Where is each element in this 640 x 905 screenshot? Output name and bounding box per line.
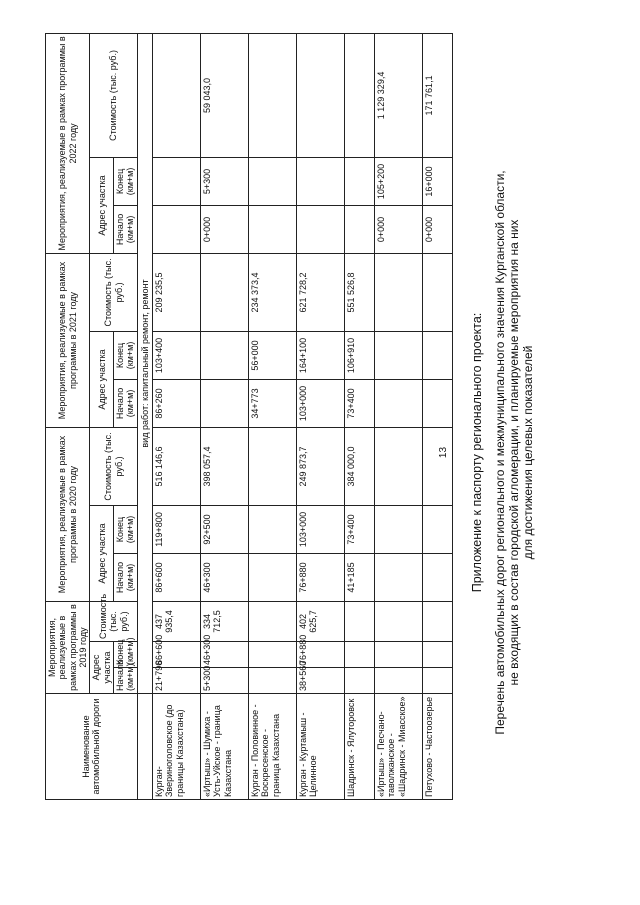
table-row (297, 33, 345, 799)
cell: 0+000 (423, 205, 453, 253)
cell: 105+200 (375, 157, 423, 205)
cell (423, 642, 453, 668)
cell: 0+000 (201, 205, 249, 253)
cell: 76+880 (297, 553, 345, 601)
end-header: Конец (км+м) (114, 505, 138, 553)
cell (249, 205, 297, 253)
cell: 1 129 329,4 (375, 33, 423, 157)
cost-header: Стоимость (тыс. руб.) (90, 33, 137, 157)
cell (249, 668, 297, 694)
cost-header: Стоимость (тыс. руб.) (90, 253, 137, 331)
cell (345, 33, 375, 157)
cell (153, 33, 201, 157)
cell: 16+000 (423, 157, 453, 205)
road-name: «Иртыш» - Шумиха - Усть-Уйское - граница Казахстана (201, 694, 249, 800)
address-header: Адрес участка (90, 157, 114, 253)
cell (249, 427, 297, 505)
cell (153, 205, 201, 253)
cell: 209 235,5 (153, 253, 201, 331)
cell (201, 379, 249, 427)
table-row (201, 33, 249, 799)
cell (249, 553, 297, 601)
cell: 106+910 (345, 331, 375, 379)
cell (201, 253, 249, 331)
cell: 103+000 (297, 505, 345, 553)
subtitle-line-2: не входящих в состав городской агломерации, и планируемые мероприятия на них (507, 219, 521, 686)
cell: 86+600 (153, 553, 201, 601)
cell: 551 526,8 (345, 253, 375, 331)
year-2021-header: Мероприятия, реализуемые в рамках программы в 2021 году (46, 253, 90, 427)
road-name: Курган - Куртамыш - Целинное (297, 694, 345, 800)
cell (153, 157, 201, 205)
cell: 86+260 (153, 379, 201, 427)
page-title: Приложение к паспорту регионального проекта: (470, 312, 484, 593)
cell: 59 043,0 (201, 33, 249, 157)
cell (249, 642, 297, 668)
cell: 5+300 (201, 668, 249, 694)
cell: 56+000 (249, 331, 297, 379)
cell (249, 601, 297, 641)
cell: 171 761,1 (423, 33, 453, 157)
cell: 73+400 (345, 379, 375, 427)
cell: 384 000,0 (345, 427, 375, 505)
cell (297, 157, 345, 205)
empty-cell (137, 694, 152, 800)
cell (345, 601, 375, 641)
cell (249, 33, 297, 157)
cell (375, 505, 423, 553)
cell (423, 553, 453, 601)
table-row (249, 33, 297, 799)
table-row (375, 33, 423, 799)
cell (249, 157, 297, 205)
address-header: Адрес участка (90, 331, 114, 427)
cell (375, 601, 423, 641)
work-type-label: вид работ: капитальный ремонт, ремонт (137, 33, 152, 693)
cell (423, 427, 453, 505)
cell: 516 146,6 (153, 427, 201, 505)
road-name: Курган - Половинное - Воскресенское - граница Казахстана (249, 694, 297, 800)
cell: 437 935,4 (153, 601, 201, 641)
cell (375, 642, 423, 668)
road-name: Курган-Звериноголовское (до границы Казахстана) (153, 694, 201, 800)
cell: 402 625,7 (297, 601, 345, 641)
cell: 119+800 (153, 505, 201, 553)
cell (423, 505, 453, 553)
cell (375, 331, 423, 379)
cell: 38+560 (297, 668, 345, 694)
road-name-header: Наименование автомобильной дороги (46, 694, 138, 800)
cell (249, 505, 297, 553)
year-2020-header: Мероприятия, реализуемые в рамках программы в 2020 году (46, 427, 90, 601)
cell (375, 253, 423, 331)
road-name: «Иртыш» - Песчано-таволжанское - «Шадринск - Миасское» (375, 694, 423, 800)
cost-header: Стоимость (тыс. руб.) (90, 427, 137, 505)
end-header: Конец (км+м) (114, 642, 138, 668)
cell: 621 728,2 (297, 253, 345, 331)
cell (375, 668, 423, 694)
cost-header: Стоимость (тыс. руб.) (90, 601, 137, 641)
page-number: 13 (438, 446, 449, 459)
start-header: Начало (км+м) (114, 668, 138, 694)
roads-table (45, 33, 453, 800)
end-header: Конец (км+м) (114, 331, 138, 379)
cell (423, 379, 453, 427)
cell: 164+100 (297, 331, 345, 379)
cell: 34+773 (249, 379, 297, 427)
cell (345, 205, 375, 253)
cell (423, 601, 453, 641)
start-header: Начало (км+м) (114, 379, 138, 427)
road-name: Шадринск - Ялуторовск (345, 694, 375, 800)
cell (423, 253, 453, 331)
cell (345, 642, 375, 668)
subtitle-line-3: для достижения целевых показателей (521, 345, 535, 560)
cell: 86+600 (153, 642, 201, 668)
cell (423, 331, 453, 379)
year-2022-header: Мероприятия, реализуемые в рамках программы в 2022 году (46, 33, 90, 253)
cell (345, 157, 375, 205)
cell: 73+400 (345, 505, 375, 553)
cell: 334 712,5 (201, 601, 249, 641)
cell (375, 427, 423, 505)
table-row (345, 33, 375, 799)
table-row (153, 33, 201, 799)
cell: 46+300 (201, 553, 249, 601)
cell: 92+500 (201, 505, 249, 553)
cell: 103+000 (297, 379, 345, 427)
cell (297, 33, 345, 157)
cell (297, 205, 345, 253)
start-header: Начало (км+м) (114, 553, 138, 601)
cell: 21+796 (153, 668, 201, 694)
cell: 46+300 (201, 642, 249, 668)
year-2019-header: Мероприятия, реализуемые в рамках программы в 2019 году (46, 601, 90, 693)
cell (375, 379, 423, 427)
cell (423, 668, 453, 694)
cell: 398 057,4 (201, 427, 249, 505)
cell (345, 668, 375, 694)
cell: 249 873,7 (297, 427, 345, 505)
road-name: Петухово - Частоозерье (423, 694, 453, 800)
cell (201, 331, 249, 379)
end-header: Конец (км+м) (114, 157, 138, 205)
table-row (423, 33, 453, 799)
start-header: Начало (км+м) (114, 205, 138, 253)
cell: 103+400 (153, 331, 201, 379)
cell: 5+300 (201, 157, 249, 205)
cell: 0+000 (375, 205, 423, 253)
cell: 234 373,4 (249, 253, 297, 331)
cell: 41+185 (345, 553, 375, 601)
address-header: Адрес участка (90, 505, 114, 601)
subtitle-line-1: Перечень автомобильных дорог регионального и межмуниципального значения Курганской области, (493, 170, 507, 735)
address-header: Адрес участка (90, 642, 114, 694)
cell (375, 553, 423, 601)
cell: 76+880 (297, 642, 345, 668)
